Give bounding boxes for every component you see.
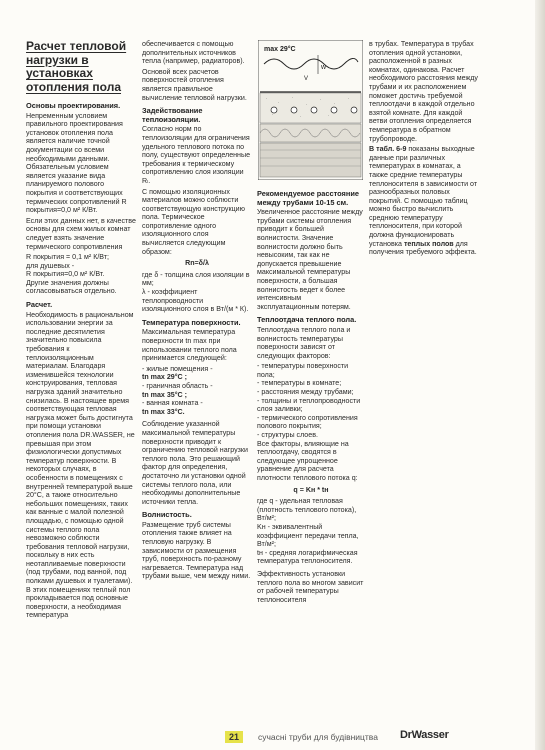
paragraph: в трубах. Температура в трубах отопления одной установки, расположенной в разных комнатах, одинакова. Расчет необходимого расстояния между трубами и их расположением поможет достичь требуемой теплоотдачи в каждой отдельно взятой комнате. Для каждой ветви отопления определяется температура в обратном трубопроводе. <box>369 40 478 143</box>
paragraph-text: для получения требуемого эффекта. <box>369 239 477 257</box>
paragraph: Теплоотдача теплого пола и волнистость температуры поверхности зависят от следующих факторов: <box>257 325 351 360</box>
list-item: - структуры слоев. <box>257 431 318 440</box>
column-2 <box>142 40 252 583</box>
paragraph: Согласно норм по теплоизоляции для ограничения удельного теплового потока по полу, существуют определенные требования к термическому сопротивлению слоя изоляции Rₗ. <box>142 125 251 185</box>
paragraph: Максимальная температура поверхности tn max при использовании теплого пола принимается следующей: <box>142 328 237 363</box>
paragraph: Непременным условием правильного проектирования установок отопления пола является наличие точной документации со всеми необходимыми данными. Обязательным условием является указание вида планируемого полового покрытия и соответствующих термических сопротивлений R покрытия=0,0 м² К/Вт. <box>26 111 127 215</box>
paragraph: Все факторы, влияющие на теплоотдачу, сводятся в следующее упрощенное уравнение для расчета плотности теплового потока q: <box>257 439 358 482</box>
temp-item-value: tn max 33°C. <box>142 407 185 416</box>
list-item: - температуры в комнате; <box>257 379 342 388</box>
table-reference: В табл. 6-9 <box>369 145 407 154</box>
insulation-layer <box>260 124 361 142</box>
paragraph: Если этих данных нет, в качестве основы для схем жилых комнат следует взять значение термического сопротивления <box>26 216 136 251</box>
list-item: - расстояния между трубами; <box>257 388 354 397</box>
definition-line: tн - средняя логарифмическая температура теплоносителя. <box>257 548 358 566</box>
formula-resistance: Rn=δ/λ <box>185 259 209 268</box>
emphasis-warm-floors: теплых полов <box>403 239 454 248</box>
value-line: для душевых - <box>26 261 75 270</box>
diagram-label-v: V <box>304 76 309 82</box>
brand-logo: DrWasser <box>400 729 449 741</box>
definition-line: где δ - толщина слоя изоляции в мм; <box>142 270 250 288</box>
temp-item-label: - граничная область - <box>142 381 213 390</box>
page-title: Расчет тепловой нагрузки в установках отопления пола <box>26 39 127 94</box>
value-line: R покрытия = 0,1 м² К/Вт; <box>26 253 110 262</box>
page-edge-shadow <box>535 0 545 750</box>
paragraph: обеспечивается с помощью дополнительных источников тепла (например, радиаторов). <box>142 40 245 66</box>
diagram-label-max: max 29°C <box>264 46 296 53</box>
list-item: - температуры поверхности пола; <box>257 362 349 379</box>
column-4 <box>369 40 481 259</box>
definition-line: где q - удельная тепловая (плотность теплового потока), Вт/м²; <box>257 497 357 523</box>
definition-line: Kн - эквивалентный коэффициент передачи тепла, Вт/м²; <box>257 522 359 549</box>
formula-heat-flux: q = Kн * tн <box>293 485 329 494</box>
section-heading-insulation: Задействование теплоизоляции. <box>142 106 203 124</box>
floor-section-diagram <box>258 40 363 180</box>
temp-item-value: tn max 35°C ; <box>142 390 188 399</box>
paragraph: Необходимость в рациональном использовании энергии за последние десятилетия значительно повысила требования к теплоизоляционным материалам. Благодаря изменившейся технологии конструирования, тепловая нагрузка зданий значительно снизилась. В настоящее время соответствующая тепловая нагрузка может быть достигнута при помощи установки отопления пола DR.WASSER, не превышая при этом физиологически допустимых температур поверхности. В некоторых случаях, в особенности в помещениях с внутренней температурой выше 20°С, а также относительно небольших помещениях, таких как ванные с малой полезной площадью, с помощью одной системы теплого пола невозможно соблюсти требования тепловой нагрузки, поскольку в них есть неотапливаемые поверхности (под трубами, под ванной, под полками душевых и туалетами). В этих помещениях теплый пол прокладывается под основные поверхности, а необходимая температура <box>26 310 135 620</box>
paragraph: Другие значения должны согласовываться отдельно. <box>26 278 117 296</box>
footer-tagline: сучасні труби для будівництва <box>258 732 378 742</box>
paragraph: Увеличенное расстояние между трубами системы отопления приводит к большей волнистости. Значение волнистости должно быть невысоким, так как не допускается превышение максимальной температуры поверхности, а большая волнистость ведет к более интенсивным эксплуатационным потерям. <box>257 208 363 311</box>
section-heading-calculation: Расчет. <box>26 300 53 310</box>
paragraph: Эффективность установки теплого пола во многом зависит от рабочей температуры теплоносителя <box>257 569 364 604</box>
paragraph-text: показаны выходные данные при различных температурах в комнатах, а также средние температуры теплоносителя в зависимости от разнообразных половых покрытий. С помощью таблиц можно быстро вычислить среднюю температуру теплоносителя, при которой должна функционировать установка <box>369 145 478 248</box>
section-heading-heat-output: Теплоотдача теплого пола. <box>257 315 357 325</box>
definition-line: λ - коэффициент теплопроводности изоляционного слоя в Вт/(м * К). <box>142 288 249 314</box>
list-item: - толщины и теплопроводности слоя заливки; <box>257 396 361 414</box>
paragraph: Соблюдение указанной максимальной температуры поверхности приводит к ограничению тепловой нагрузки теплого пола. Это решающий фактор для определения, достаточно ли установки одной системы теплого пола, или необходимы дополнительные источники тепла. <box>142 420 248 506</box>
diagram-label-w: w <box>321 64 327 71</box>
section-heading-waviness: Волнистость. <box>142 510 192 520</box>
column-3 <box>257 185 365 606</box>
temp-item-label: - ванная комната - <box>142 399 203 408</box>
paragraph: Размещение труб системы отопления также влияет на тепловую нагрузку. В зависимости от размещения труб, поверхность по-разному нагревается. Температура над трубами выше, чем между ними. <box>142 520 251 581</box>
paragraph-tables <box>369 145 481 257</box>
list-item: - термического сопротивления полового покрытия; <box>257 413 358 431</box>
page-number: 21 <box>225 731 243 743</box>
temp-item-label: - жилые помещения - <box>142 364 213 373</box>
section-heading-surface-temp: Температура поверхности. <box>142 317 241 327</box>
paragraph: С помощью изоляционных материалов можно соблюсти соответствующую конструкцию пола. Термическое сопротивление одного изоляционного слоя вычисляется следующим образом: <box>142 187 245 256</box>
temp-item-value: tn max 29°C ; <box>142 373 188 382</box>
concrete-slab <box>260 143 361 177</box>
value-line: R покрытия=0,0 м² К/Вт. <box>26 270 105 279</box>
column-1 <box>26 40 136 622</box>
section-heading-pipe-spacing: Рекомендуемое расстояние между трубами 10-15 см. <box>257 189 359 207</box>
section-heading-design: Основы проектирования. <box>26 101 121 110</box>
paragraph: Основой всех расчетов поверхностей отопления является правильное вычисление тепловой нагрузки. <box>142 67 247 102</box>
